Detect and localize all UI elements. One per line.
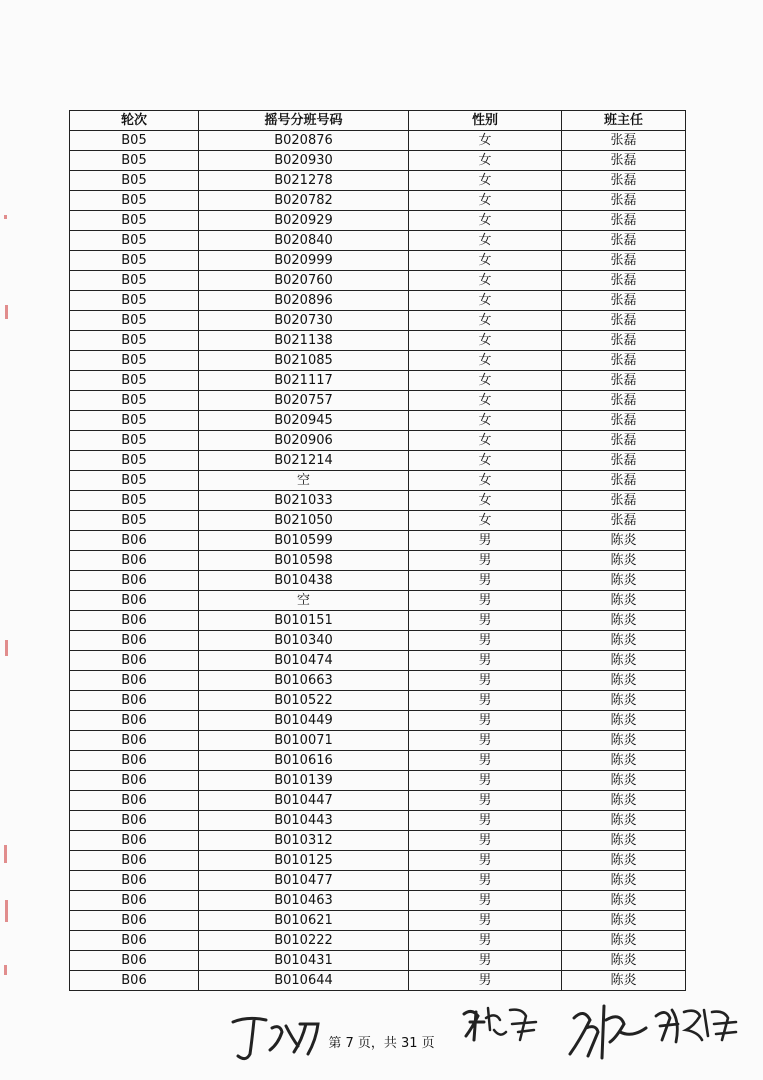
cell-gender: 女 [409, 311, 562, 331]
cell-head-teacher: 张磊 [562, 231, 686, 251]
table-row [70, 351, 686, 371]
cell-lottery-number: B020840 [199, 231, 409, 251]
cell-gender: 男 [409, 591, 562, 611]
table-row [70, 871, 686, 891]
table-row [70, 591, 686, 611]
table-row [70, 371, 686, 391]
cell-gender: 男 [409, 771, 562, 791]
cell-gender: 女 [409, 211, 562, 231]
cell-lottery-number: B020999 [199, 251, 409, 271]
cell-lottery-number: B010071 [199, 731, 409, 751]
cell-round: B06 [70, 691, 199, 711]
cell-round: B06 [70, 611, 199, 631]
cell-head-teacher: 陈炎 [562, 771, 686, 791]
table-row [70, 191, 686, 211]
cell-lottery-number: B010431 [199, 951, 409, 971]
handwritten-signature-1 [228, 1010, 323, 1065]
cell-round: B05 [70, 331, 199, 351]
cell-head-teacher: 张磊 [562, 391, 686, 411]
page-number-label: 第 7 页，共 31 页 [328, 1036, 435, 1051]
table-row [70, 511, 686, 531]
cell-round: B05 [70, 351, 199, 371]
table-row [70, 651, 686, 671]
cell-head-teacher: 张磊 [562, 471, 686, 491]
cell-round: B06 [70, 731, 199, 751]
cell-round: B06 [70, 811, 199, 831]
cell-gender: 女 [409, 371, 562, 391]
cell-head-teacher: 陈炎 [562, 591, 686, 611]
cell-head-teacher: 陈炎 [562, 911, 686, 931]
cell-lottery-number: B021117 [199, 371, 409, 391]
cell-head-teacher: 张磊 [562, 431, 686, 451]
cell-round: B06 [70, 971, 199, 991]
cell-lottery-number: B020906 [199, 431, 409, 451]
table-row [70, 951, 686, 971]
cell-round: B06 [70, 771, 199, 791]
cell-head-teacher: 陈炎 [562, 671, 686, 691]
header-head-teacher: 班主任 [562, 111, 686, 131]
cell-head-teacher: 张磊 [562, 511, 686, 531]
table-row [70, 791, 686, 811]
cell-head-teacher: 张磊 [562, 191, 686, 211]
cell-round: B05 [70, 491, 199, 511]
cell-lottery-number: B010222 [199, 931, 409, 951]
scan-mark [5, 640, 8, 656]
cell-round: B05 [70, 131, 199, 151]
cell-gender: 男 [409, 751, 562, 771]
table-row [70, 751, 686, 771]
handwritten-signature-3 [566, 998, 656, 1064]
cell-gender: 男 [409, 691, 562, 711]
cell-round: B06 [70, 791, 199, 811]
table-row [70, 131, 686, 151]
cell-round: B05 [70, 371, 199, 391]
scan-mark [4, 215, 7, 219]
table-row [70, 691, 686, 711]
table-row [70, 251, 686, 271]
cell-round: B05 [70, 471, 199, 491]
cell-head-teacher: 张磊 [562, 171, 686, 191]
cell-gender: 男 [409, 631, 562, 651]
table-row [70, 571, 686, 591]
cell-head-teacher: 张磊 [562, 411, 686, 431]
table-row [70, 731, 686, 751]
cell-round: B05 [70, 311, 199, 331]
table-row [70, 631, 686, 651]
cell-head-teacher: 陈炎 [562, 711, 686, 731]
cell-lottery-number: B010463 [199, 891, 409, 911]
cell-lottery-number: B021138 [199, 331, 409, 351]
cell-lottery-number: 空 [199, 471, 409, 491]
table-row [70, 151, 686, 171]
cell-lottery-number: B010663 [199, 671, 409, 691]
scan-mark [5, 305, 8, 319]
scan-mark [4, 845, 7, 863]
cell-gender: 女 [409, 331, 562, 351]
table-row [70, 431, 686, 451]
cell-gender: 女 [409, 451, 562, 471]
cell-lottery-number: 空 [199, 591, 409, 611]
scan-mark [5, 900, 8, 922]
cell-head-teacher: 陈炎 [562, 651, 686, 671]
cell-round: B05 [70, 251, 199, 271]
cell-lottery-number: B021085 [199, 351, 409, 371]
cell-gender: 女 [409, 171, 562, 191]
table-row [70, 851, 686, 871]
cell-round: B05 [70, 511, 199, 531]
cell-lottery-number: B010474 [199, 651, 409, 671]
cell-head-teacher: 陈炎 [562, 971, 686, 991]
scan-mark [4, 965, 7, 975]
cell-round: B06 [70, 531, 199, 551]
cell-gender: 男 [409, 971, 562, 991]
table-row [70, 611, 686, 631]
cell-head-teacher: 陈炎 [562, 531, 686, 551]
cell-head-teacher: 陈炎 [562, 631, 686, 651]
cell-round: B06 [70, 751, 199, 771]
cell-lottery-number: B020730 [199, 311, 409, 331]
cell-head-teacher: 陈炎 [562, 831, 686, 851]
cell-lottery-number: B010522 [199, 691, 409, 711]
cell-gender: 男 [409, 651, 562, 671]
document-page [69, 110, 685, 991]
cell-gender: 男 [409, 911, 562, 931]
cell-round: B06 [70, 891, 199, 911]
cell-gender: 女 [409, 131, 562, 151]
cell-lottery-number: B020760 [199, 271, 409, 291]
table-row [70, 771, 686, 791]
cell-lottery-number: B020876 [199, 131, 409, 151]
table-row [70, 931, 686, 951]
cell-lottery-number: B010438 [199, 571, 409, 591]
cell-lottery-number: B020930 [199, 151, 409, 171]
table-row [70, 971, 686, 991]
cell-head-teacher: 陈炎 [562, 951, 686, 971]
cell-gender: 女 [409, 431, 562, 451]
header-gender: 性别 [409, 111, 562, 131]
cell-lottery-number: B010312 [199, 831, 409, 851]
cell-head-teacher: 陈炎 [562, 551, 686, 571]
cell-head-teacher: 张磊 [562, 271, 686, 291]
cell-round: B06 [70, 651, 199, 671]
table-row [70, 231, 686, 251]
cell-lottery-number: B010139 [199, 771, 409, 791]
cell-head-teacher: 陈炎 [562, 691, 686, 711]
cell-head-teacher: 陈炎 [562, 791, 686, 811]
cell-lottery-number: B020782 [199, 191, 409, 211]
cell-lottery-number: B010447 [199, 791, 409, 811]
cell-gender: 女 [409, 151, 562, 171]
header-round: 轮次 [70, 111, 199, 131]
cell-head-teacher: 陈炎 [562, 811, 686, 831]
table-row [70, 711, 686, 731]
cell-gender: 男 [409, 871, 562, 891]
cell-gender: 女 [409, 511, 562, 531]
cell-round: B06 [70, 551, 199, 571]
cell-round: B05 [70, 431, 199, 451]
table-row [70, 831, 686, 851]
cell-gender: 男 [409, 891, 562, 911]
cell-round: B05 [70, 451, 199, 471]
table-row [70, 271, 686, 291]
cell-lottery-number: B010340 [199, 631, 409, 651]
cell-lottery-number: B010443 [199, 811, 409, 831]
table-row [70, 531, 686, 551]
cell-gender: 女 [409, 391, 562, 411]
cell-lottery-number: B020945 [199, 411, 409, 431]
table-header-row [70, 111, 686, 131]
table-row [70, 211, 686, 231]
cell-head-teacher: 陈炎 [562, 931, 686, 951]
cell-gender: 男 [409, 811, 562, 831]
cell-head-teacher: 张磊 [562, 131, 686, 151]
handwritten-signature-2 [460, 1000, 540, 1050]
cell-round: B06 [70, 951, 199, 971]
cell-gender: 男 [409, 851, 562, 871]
table-row [70, 471, 686, 491]
table-row [70, 451, 686, 471]
cell-head-teacher: 陈炎 [562, 851, 686, 871]
table-body [70, 131, 686, 991]
cell-round: B05 [70, 391, 199, 411]
cell-head-teacher: 张磊 [562, 251, 686, 271]
cell-head-teacher: 张磊 [562, 451, 686, 471]
cell-gender: 男 [409, 731, 562, 751]
cell-round: B06 [70, 931, 199, 951]
cell-lottery-number: B010616 [199, 751, 409, 771]
table-row [70, 891, 686, 911]
table-row [70, 671, 686, 691]
cell-gender: 女 [409, 251, 562, 271]
cell-lottery-number: B010599 [199, 531, 409, 551]
table-row [70, 291, 686, 311]
cell-round: B05 [70, 171, 199, 191]
cell-round: B06 [70, 851, 199, 871]
cell-lottery-number: B021033 [199, 491, 409, 511]
cell-lottery-number: B010598 [199, 551, 409, 571]
cell-head-teacher: 张磊 [562, 151, 686, 171]
cell-head-teacher: 陈炎 [562, 891, 686, 911]
cell-gender: 男 [409, 711, 562, 731]
cell-gender: 男 [409, 551, 562, 571]
cell-round: B06 [70, 571, 199, 591]
cell-round: B06 [70, 631, 199, 651]
cell-lottery-number: B020929 [199, 211, 409, 231]
cell-head-teacher: 陈炎 [562, 731, 686, 751]
cell-gender: 男 [409, 671, 562, 691]
cell-gender: 男 [409, 571, 562, 591]
cell-gender: 男 [409, 831, 562, 851]
cell-lottery-number: B021214 [199, 451, 409, 471]
cell-head-teacher: 陈炎 [562, 571, 686, 591]
cell-gender: 女 [409, 231, 562, 251]
cell-head-teacher: 陈炎 [562, 871, 686, 891]
cell-gender: 男 [409, 791, 562, 811]
table-row [70, 411, 686, 431]
cell-head-teacher: 张磊 [562, 351, 686, 371]
cell-head-teacher: 张磊 [562, 311, 686, 331]
table-row [70, 331, 686, 351]
cell-round: B05 [70, 191, 199, 211]
table-row [70, 911, 686, 931]
cell-head-teacher: 张磊 [562, 211, 686, 231]
cell-lottery-number: B020896 [199, 291, 409, 311]
cell-head-teacher: 张磊 [562, 491, 686, 511]
table-row [70, 551, 686, 571]
cell-gender: 男 [409, 531, 562, 551]
cell-gender: 女 [409, 471, 562, 491]
cell-round: B05 [70, 291, 199, 311]
table-row [70, 391, 686, 411]
cell-head-teacher: 陈炎 [562, 751, 686, 771]
cell-round: B06 [70, 711, 199, 731]
cell-round: B06 [70, 671, 199, 691]
cell-head-teacher: 张磊 [562, 371, 686, 391]
cell-lottery-number: B020757 [199, 391, 409, 411]
cell-head-teacher: 陈炎 [562, 611, 686, 631]
cell-lottery-number: B010644 [199, 971, 409, 991]
cell-round: B06 [70, 831, 199, 851]
cell-round: B05 [70, 211, 199, 231]
cell-gender: 女 [409, 351, 562, 371]
cell-lottery-number: B021050 [199, 511, 409, 531]
cell-lottery-number: B010449 [199, 711, 409, 731]
table-row [70, 491, 686, 511]
cell-round: B05 [70, 151, 199, 171]
cell-round: B05 [70, 411, 199, 431]
cell-round: B06 [70, 871, 199, 891]
cell-lottery-number: B010151 [199, 611, 409, 631]
cell-gender: 男 [409, 951, 562, 971]
cell-lottery-number: B010621 [199, 911, 409, 931]
cell-lottery-number: B021278 [199, 171, 409, 191]
cell-gender: 女 [409, 191, 562, 211]
cell-gender: 女 [409, 411, 562, 431]
cell-gender: 男 [409, 931, 562, 951]
handwritten-signature-4 [652, 1000, 742, 1050]
cell-gender: 男 [409, 611, 562, 631]
table-row [70, 311, 686, 331]
header-lottery-number: 摇号分班号码 [199, 111, 409, 131]
cell-round: B06 [70, 591, 199, 611]
cell-round: B05 [70, 271, 199, 291]
cell-lottery-number: B010477 [199, 871, 409, 891]
cell-head-teacher: 张磊 [562, 291, 686, 311]
cell-round: B05 [70, 231, 199, 251]
cell-head-teacher: 张磊 [562, 331, 686, 351]
table-row [70, 811, 686, 831]
class-assignment-table [69, 110, 686, 991]
cell-round: B06 [70, 911, 199, 931]
cell-gender: 女 [409, 491, 562, 511]
cell-gender: 女 [409, 291, 562, 311]
cell-lottery-number: B010125 [199, 851, 409, 871]
table-row [70, 171, 686, 191]
cell-gender: 女 [409, 271, 562, 291]
